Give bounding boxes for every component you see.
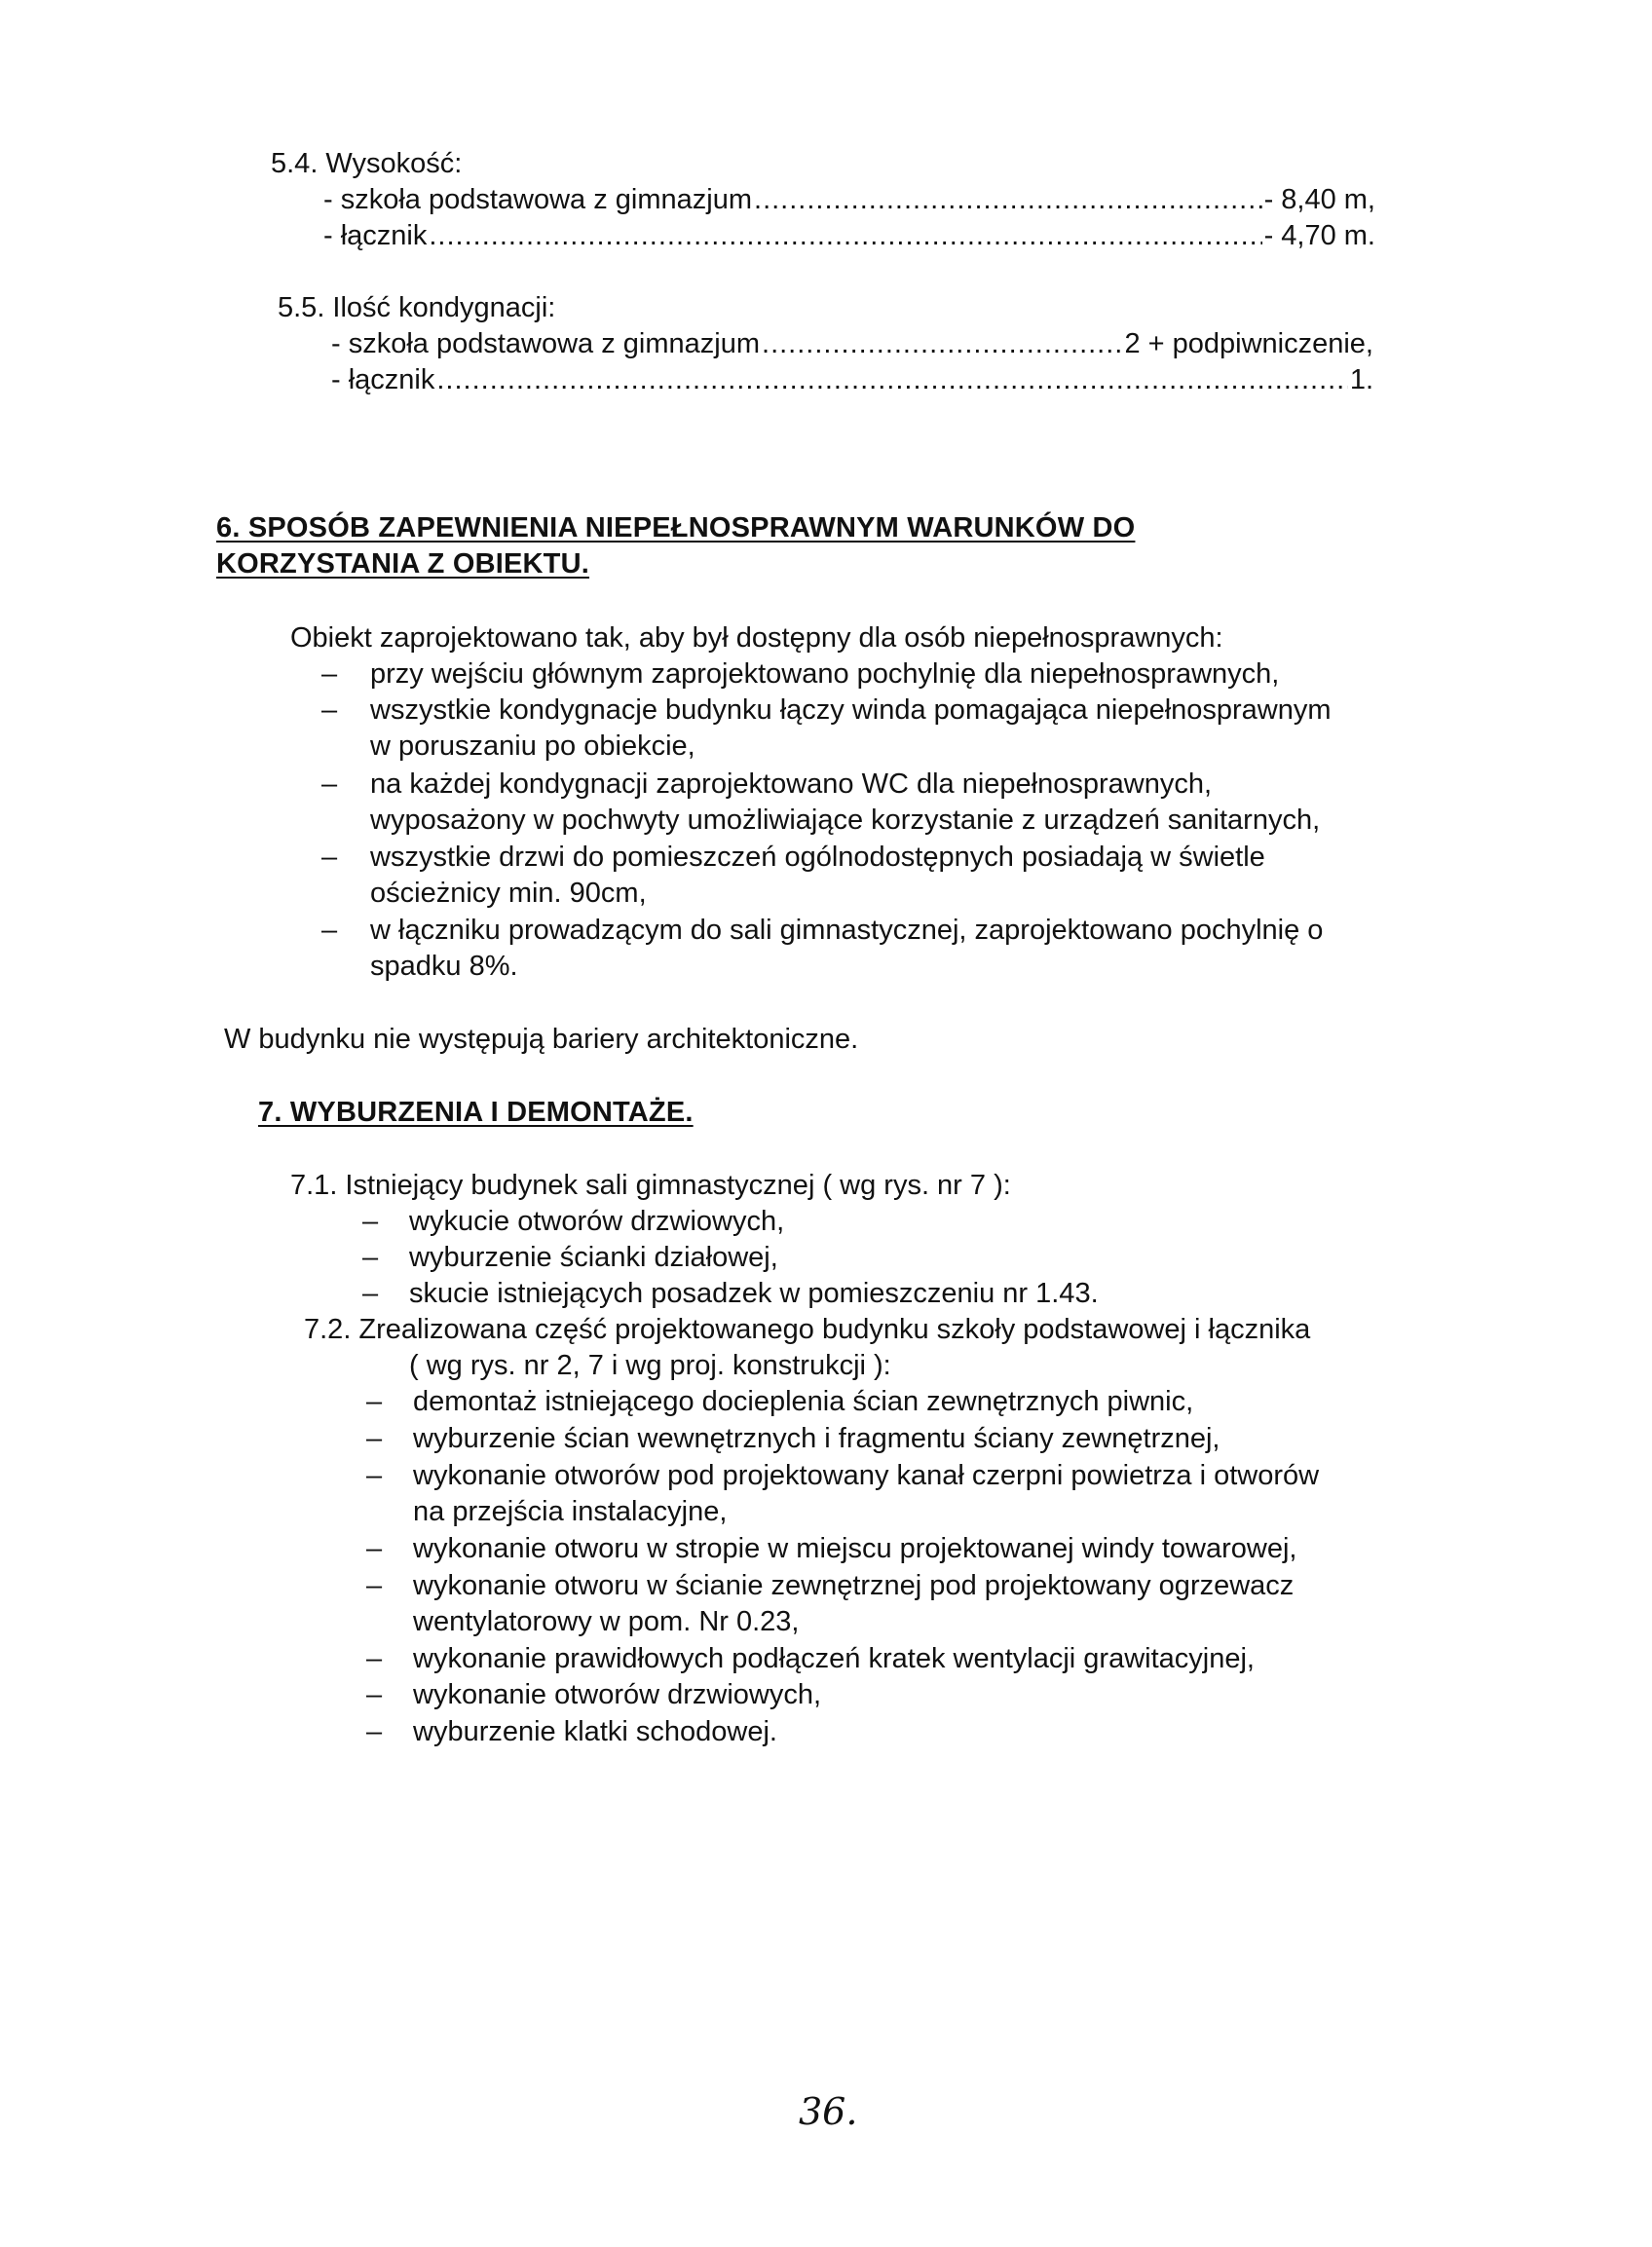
section-5-4-row-school <box>323 182 1375 218</box>
list-item: na każdej kondygnacji zaprojektowano WC dla niepełnosprawnych, <box>370 768 1213 800</box>
list-item: demontaż istniejącego docieplenia ścian zewnętrznych piwnic, <box>413 1386 1194 1417</box>
list-dash: – <box>362 1278 379 1309</box>
list-item: wykonanie otworu w stropie w miejscu projektowanej windy towarowej, <box>413 1533 1297 1564</box>
section-5-4-row-connector <box>323 218 1375 254</box>
list-dash: – <box>366 1423 383 1454</box>
list-item: wykucie otworów drzwiowych, <box>409 1206 785 1237</box>
row-label: - łącznik <box>331 364 435 395</box>
list-item-continued: wentylatorowy w pom. Nr 0.23, <box>413 1606 800 1637</box>
list-item: w łączniku prowadzącym do sali gimnastycznej, zaprojektowano pochylnię o <box>370 915 1324 946</box>
section-7-2-title-line2: ( wg rys. nr 2, 7 i wg proj. konstrukcji ): <box>409 1350 891 1381</box>
row-label: - łącznik <box>323 220 428 251</box>
list-item: wszystkie drzwi do pomieszczeń ogólnodostępnych posiadają w świetle <box>370 842 1265 873</box>
list-dash: – <box>366 1570 383 1601</box>
list-item: przy wejściu głównym zaprojektowano pochylnię dla niepełnosprawnych, <box>370 658 1280 690</box>
list-item-continued: ościeżnicy min. 90cm, <box>370 878 647 909</box>
list-item-continued: spadku 8%. <box>370 951 518 982</box>
list-item: wykonanie otworów drzwiowych, <box>413 1679 822 1710</box>
row-value: - 4,70 m. <box>1263 220 1375 251</box>
section-6-intro: Obiekt zaprojektowano tak, aby był dostępny dla osób niepełnosprawnych: <box>290 622 1223 654</box>
leader-dots <box>429 218 1261 254</box>
list-item-continued: w poruszaniu po obiekcie, <box>370 730 695 762</box>
list-item: wykonanie otworu w ścianie zewnętrznej pod projektowany ogrzewacz <box>413 1570 1295 1601</box>
list-item: wyburzenie ścianki działowej, <box>409 1242 778 1273</box>
list-dash: – <box>321 658 338 690</box>
list-dash: – <box>321 694 338 726</box>
list-item: wykonanie otworów pod projektowany kanał czerpni powietrza i otworów <box>413 1460 1320 1491</box>
section-6-heading-line1: 6. SPOSÓB ZAPEWNIENIA NIEPEŁNOSPRAWNYM WARUNKÓW DO <box>216 512 1136 543</box>
list-dash: – <box>366 1533 383 1564</box>
row-label: - szkoła podstawowa z gimnazjum <box>331 328 761 359</box>
list-item: wyburzenie ścian wewnętrznych i fragmentu ściany zewnętrznej, <box>413 1423 1220 1454</box>
section-7-heading: 7. WYBURZENIA I DEMONTAŻE. <box>258 1097 694 1128</box>
section-6-heading-line2: KORZYSTANIA Z OBIEKTU. <box>216 548 590 580</box>
section-5-5-title: 5.5. Ilość kondygnacji: <box>278 292 556 323</box>
list-dash: – <box>366 1716 383 1747</box>
section-5-5-row-connector <box>331 362 1373 398</box>
list-item: wszystkie kondygnacje budynku łączy winda pomagająca niepełnosprawnym <box>370 694 1332 726</box>
list-item-continued: wyposażony w pochwyty umożliwiające korzystanie z urządzeń sanitarnych, <box>370 805 1321 836</box>
list-item: skucie istniejących posadzek w pomieszczeniu nr 1.43. <box>409 1278 1099 1309</box>
list-dash: – <box>366 1643 383 1674</box>
leader-dots <box>754 182 1262 218</box>
list-item-continued: na przejścia instalacyjne, <box>413 1496 728 1527</box>
leader-dots <box>762 326 1122 362</box>
list-item: wyburzenie klatki schodowej. <box>413 1716 777 1747</box>
row-value: 1. <box>1349 364 1373 395</box>
row-label: - szkoła podstawowa z gimnazjum <box>323 184 753 215</box>
list-item: wykonanie prawidłowych podłączeń kratek wentylacji grawitacyjnej, <box>413 1643 1255 1674</box>
row-value: 2 + podpiwniczenie, <box>1124 328 1373 359</box>
list-dash: – <box>366 1386 383 1417</box>
list-dash: – <box>321 842 338 873</box>
section-5-5-row-school <box>331 326 1373 362</box>
section-5-4-title: 5.4. Wysokość: <box>271 148 463 179</box>
leader-dots <box>436 362 1347 398</box>
page-number: 36. <box>799 2090 858 2133</box>
section-7-2-title-line1: 7.2. Zrealizowana część projektowanego budynku szkoły podstawowej i łącznika <box>304 1314 1311 1345</box>
list-dash: – <box>366 1679 383 1710</box>
list-dash: – <box>362 1242 379 1273</box>
section-7-1-title: 7.1. Istniejący budynek sali gimnastycznej ( wg rys. nr 7 ): <box>290 1170 1011 1201</box>
section-6-closing: W budynku nie występują bariery architektoniczne. <box>224 1024 859 1055</box>
list-dash: – <box>366 1460 383 1491</box>
list-dash: – <box>362 1206 379 1237</box>
list-dash: – <box>321 768 338 800</box>
list-dash: – <box>321 915 338 946</box>
row-value: - 8,40 m, <box>1263 184 1375 215</box>
